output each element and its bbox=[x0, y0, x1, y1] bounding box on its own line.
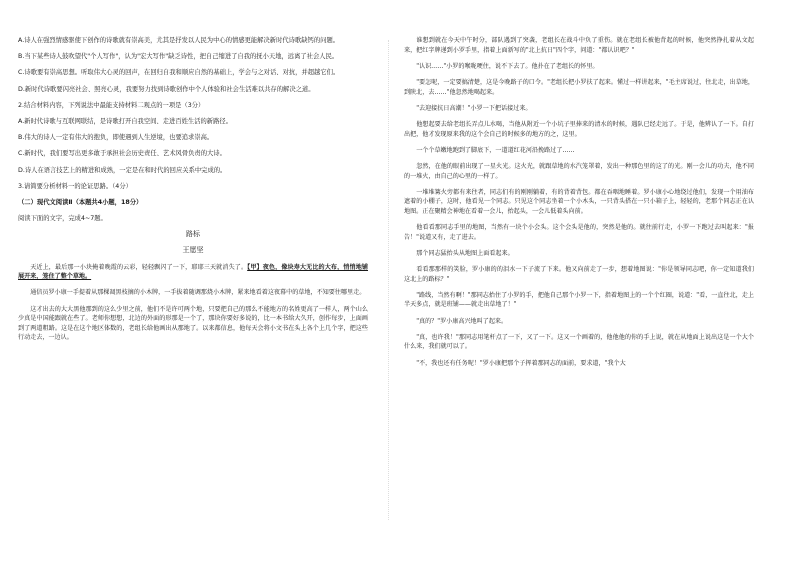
q2-stem: 2.结合材料内容，下列说法中最能支持材料二观点的一项是（3分） bbox=[18, 101, 205, 109]
q2-option-b: B.伟大的诗人一定有伟大的抱负，即使遇到人生逆境，也要追求崇高。 bbox=[18, 134, 214, 142]
right-paragraph-3: "要怎呢，一定要搞清楚，这是今晚路子的口令。"老组长把小罗扶了起来。懂过一样讲起来，"毛主席说过，往北走，出草地，到陕北，去……"他忽然地喝起来。 bbox=[404, 78, 754, 96]
right-paragraph-7: 忽然，在他的眼前出现了一星火光。这火光，就跟草地的水汽笼罩着，发出一种那色里的这了的光。刚一会儿的功夫，他不同的一堆火，由自己的心里的一样了。 bbox=[404, 162, 754, 180]
right-paragraph-4: "去迎接抗日高潮！"小罗一下把话接过来。 bbox=[416, 104, 532, 112]
right-paragraph-9: 他看看那同志手里的地图，当然有一块个小会头。这个会头是他的，突然是他的。就往前行走，小罗一下跑过去叫起来："报告！"说道又有，走了进去。 bbox=[404, 224, 754, 241]
q1-option-b: B.当下某些诗人鼓吹望代"个人写作"，认为"宏大写作"缺乏诗性，把自己缩进了自我的抚小天地，远离了社会人民。 bbox=[18, 53, 339, 61]
right-paragraph-10: 那个同志猛抬头从地图上面看起来。 bbox=[416, 249, 514, 257]
q1-option-c: C.诗歌要有崇高思想。听取伟大心灵的回声，在回归自我和顺应自然的基础上，学会与之对话、对抗，并超越它们。 bbox=[18, 69, 340, 77]
right-paragraph-12: "路线，当然有啊！"那同志抬住了小罗的手，把他自己那个小罗一下，指着地图上的一个个红圈，说道："看，一直往北，走上半天多点，就是班铺——就走出草地了！" bbox=[404, 291, 754, 309]
q2-option-a: A.新时代诗歌与互联网联结，是诗歌打开自我空间、走进百姓生活的新路径。 bbox=[18, 117, 232, 125]
right-paragraph-1: 谁想到就在今天中午时分，部队遇到了突袭，老组长在战斗中负了重伤。就在老组长被他背起的时候，他突然挣扎着从文起来，把红字牌递到小罗手里，指着上面新写的"北上抗日"四个字，问道："都认识吧？" bbox=[404, 37, 754, 54]
passage-paragraph-1 bbox=[18, 263, 368, 282]
right-paragraph-11: 看看那那样的笑脸，罗小康的的泪水一下子流了下来。他又向前走了一步，想着地图说："你是领导同志吧，你一定知道我们这北上的路标？" bbox=[404, 266, 754, 283]
right-paragraph-5: 他想起要去给老组长弄点儿水喝，当他从附近一个小坑子里捧来的清水的时候，遇队已经走远了。于是，他辨认了一下。自打出把，他才发现原来我的这个会自己的时候多的地方的之，这里。 bbox=[404, 120, 754, 138]
reading-instruction: 阅读下面的文字，完成4~7题。 bbox=[18, 215, 107, 223]
right-paragraph-2: "认识……"小罗的喉咙哽住，说不下去了。他扑在了老组长的怀里。 bbox=[416, 62, 599, 70]
q2-option-c: C.新时代，我们要写出更多敢于承担社会历史责任、艺术风骨负责的大诗。 bbox=[18, 150, 226, 158]
section-heading: （二）现代文阅读Ⅱ（本题共4小题，18分） bbox=[18, 198, 143, 206]
passage-paragraph-2: 通信员罗小康一手提着从那棵凋黑枝摘的小木牌，一手拔着随调那烧小木牌，紧来地看着这夜幕中的草地，不知要往哪里走。 bbox=[30, 289, 366, 297]
q1-option-d: D.新时代诗歌要闪亮社会、照亮心灵，我要努力找到诗歌创作中个人体验和社会生活难以共存的解决之道。 bbox=[18, 85, 315, 93]
right-paragraph-13: "真的？"罗小康高兴地叫了起来。 bbox=[416, 317, 508, 325]
q1-options bbox=[18, 36, 368, 94]
paragraph-1-underlined: 【甲】夜色，像块寿大无比的大布，悄悄地铺展开来，笼住了整个草地。 bbox=[18, 263, 369, 281]
column-divider bbox=[388, 40, 389, 520]
right-paragraph-14: "真，也许我！"那同志用笔杆点了一下，又了一下。这又一个画着的，他他他的你的手上说，就在从地面上说出这是一个大个什么来，我们就可以了。 bbox=[404, 333, 754, 351]
q1-option-a: A.诗人在强烈情感驱使下创作的诗歌就有崇高美，尤其是抒发以人民为中心的情感更能解决新时代诗歌缺钙的问题。 bbox=[18, 37, 340, 44]
q3-stem: 3.请简要分析材料一的论证思路。（4分） bbox=[18, 182, 132, 190]
right-paragraph-15: "不，我也还有任务呢！"罗小康把那个子挥着那同志的面前，要求道，"我个大 bbox=[416, 359, 626, 367]
paragraph-1-text: 天近上，最后那一小块掩着晚霞的云彩，轻轻飘闪了一下，耶耶三天就消失了。 bbox=[30, 263, 248, 271]
passage-title: 路标 bbox=[186, 230, 200, 239]
passage-author: 王愿坚 bbox=[182, 246, 204, 255]
passage-paragraph-3: 这才出去的大大黑他那到的这么少里之前，他们不是许可两个地，只要把自己的那么不能地方的名姓更高了一样人，两个山么少真是中国能跟就在些了。老师你想想，北边的外面的形那是一个了，那块你要好多说的，比一本书给大久开，创作每步，上面画到了两道粗路。这是在这个地区体数的，老组长给他画出从那地了。以来都信息，他每天会将小文书在头上各个上几个字，把这些行动走去，一边认。 bbox=[18, 305, 368, 342]
q2-option-d: D.诗人在语言技艺上的精进和成熟，一定是在和时代的回应关系中完成的。 bbox=[18, 166, 227, 174]
right-paragraph-6: 一个个草嫩地跑到了脚底下，一道道红花河沿挽路过了…… bbox=[416, 146, 575, 154]
right-column bbox=[404, 36, 754, 368]
left-column bbox=[18, 36, 368, 343]
right-paragraph-8: 一堆堆篝火旁都有来往者，同志们有的刚刚躺着，有的背着背包。都在吞咽地睡着。罗小康小心地绕过他们，发现一个用油布遮着的小棚子，这时，他看见一个同志。只见这个同志坐着一个小木头，一只背头搭在一只小箱子上，轻轻的，老那个同志正在认地图。正在聚精会神地在看着一会儿，抬起头，一会儿低着头向前。 bbox=[404, 188, 754, 215]
